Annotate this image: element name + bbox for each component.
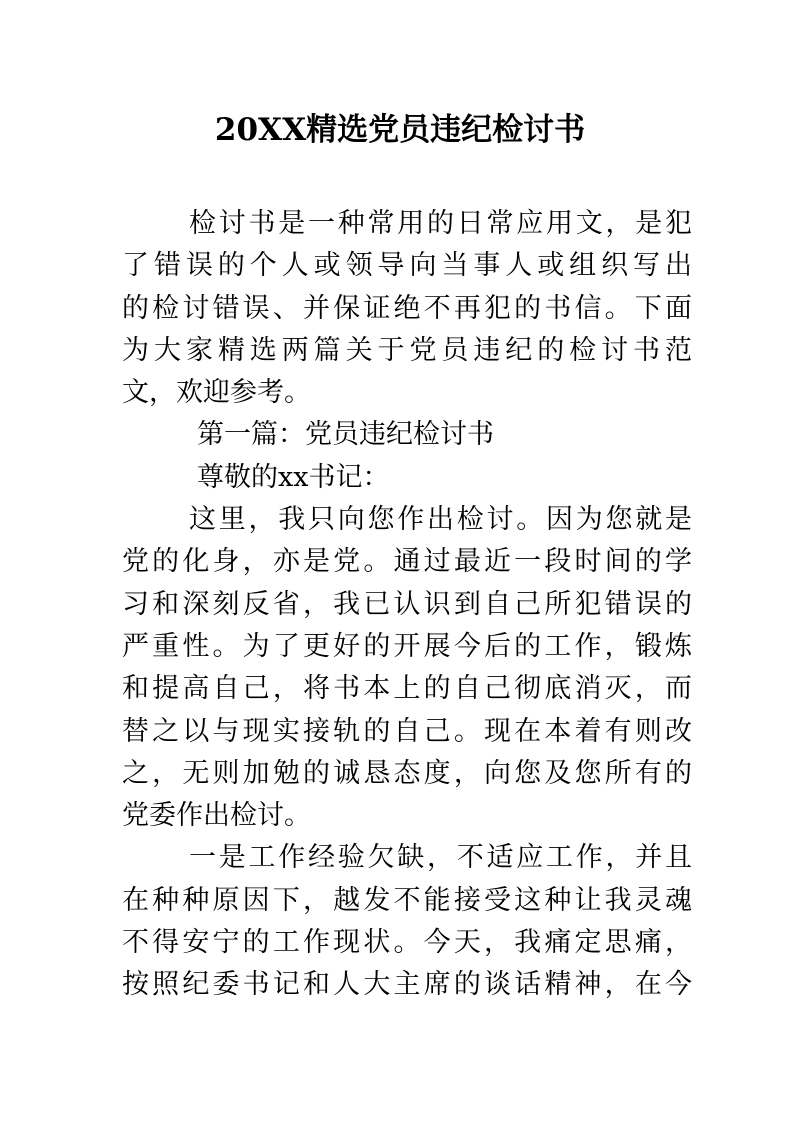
- text-line: 替之以与现实接轨的自己。现在本着有则改: [122, 715, 692, 747]
- text-line: 党委作出检讨。: [122, 800, 311, 832]
- text-line: 一是工作经验欠缺，不适应工作，并且: [189, 842, 692, 874]
- text-line: 党的化身，亦是党。通过最近一段时间的学: [122, 546, 692, 578]
- document-body: [122, 203, 692, 1007]
- text-line: 不得安宁的工作现状。今天，我痛定思痛，: [122, 927, 692, 959]
- document-title: 20XX精选党员违纪检讨书: [214, 112, 586, 148]
- text-line: 这里，我只向您作出检讨。因为您就是: [189, 504, 692, 536]
- text-line: 和提高自己，将书本上的自己彻底消灭，而: [122, 673, 692, 705]
- text-line: 检讨书是一种常用的日常应用文，是犯: [189, 208, 692, 239]
- text-line: 之，无则加勉的诚恳态度，向您及您所有的: [122, 757, 692, 789]
- text-line: 在种种原因下，越发不能接受这种让我灵魂: [122, 884, 692, 916]
- text-line: 了错误的个人或领导向当事人或组织写出: [122, 250, 692, 282]
- text-line: 按照纪委书记和人大主席的谈话精神，在今: [122, 969, 692, 1001]
- text-line: 的检讨错误、并保证绝不再犯的书信。下面: [122, 292, 692, 324]
- text-line: 文，欢迎参考。: [122, 377, 311, 409]
- text-line: 为大家精选两篇关于党员违纪的检讨书范: [122, 334, 692, 366]
- text-line: 严重性。为了更好的开展今后的工作，锻炼: [122, 630, 692, 662]
- section-heading: 第一篇：党员违纪检讨书: [197, 419, 494, 451]
- text-line: 习和深刻反省，我已认识到自己所犯错误的: [122, 588, 692, 620]
- salutation: 尊敬的xx书记：: [197, 461, 390, 493]
